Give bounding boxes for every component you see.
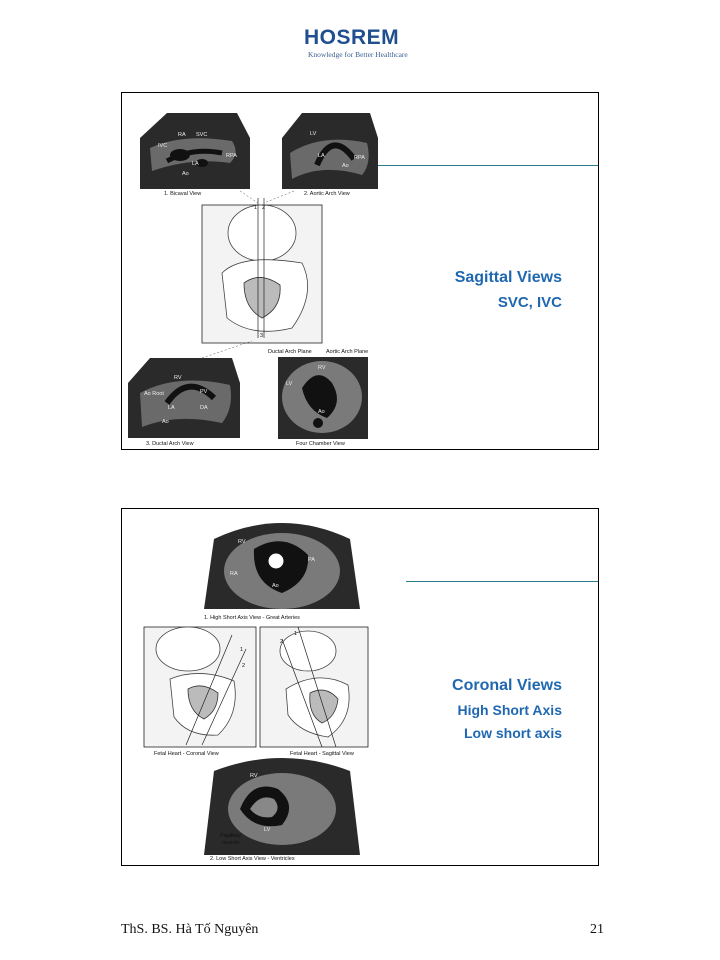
label-da: DA	[200, 405, 208, 411]
label-pa: PA	[308, 557, 315, 563]
label-n1: 1	[254, 205, 258, 211]
label-n3: 3	[260, 333, 264, 339]
label-ra: RA	[230, 571, 238, 577]
label-la: LA	[192, 161, 199, 167]
label-svc: SVC	[196, 132, 208, 138]
accent-line	[377, 165, 598, 166]
caption-coronal: Fetal Heart - Coronal View	[154, 751, 219, 757]
label-pv: PV	[200, 389, 208, 395]
caption-ductal-plane: Ductal Arch Plane	[268, 349, 312, 355]
caption-four-chamber: Four Chamber View	[296, 441, 345, 447]
slide1-title: Sagittal Views	[454, 269, 562, 286]
label-muscle: muscle	[222, 840, 240, 846]
label-n1: 1	[240, 647, 244, 653]
label-ao3: Ao	[162, 419, 169, 425]
label-ao: Ao	[182, 171, 189, 177]
caption-sagittal: Fetal Heart - Sagittal View	[290, 751, 354, 757]
label-rpa: RPA	[226, 153, 237, 159]
label-lv: LV	[310, 131, 317, 137]
label-ao2: Ao	[342, 163, 349, 169]
footer-author: ThS. BS. Hà Tố Nguyên	[121, 922, 259, 937]
label-rv2: RV	[250, 773, 258, 779]
caption-ductal-arch: 3. Ductal Arch View	[146, 441, 194, 447]
logo-tagline: Knowledge for Better Healthcare	[308, 50, 408, 59]
label-ra: RA	[178, 132, 186, 138]
label-rv: RV	[238, 539, 246, 545]
label-n2b: 2	[280, 639, 284, 645]
slide1-subtitle: SVC, IVC	[497, 294, 562, 311]
hosrem-logo	[300, 26, 420, 62]
caption-low-sa: 2. Low Short Axis View - Ventricles	[210, 856, 295, 862]
label-lv4: LV	[286, 381, 293, 387]
label-la2: LA	[318, 153, 325, 159]
label-n1b: 1	[294, 631, 298, 637]
caption-high-sa: 1. High Short Axis View - Great Arteries	[204, 615, 300, 621]
slide-coronal-views	[121, 508, 599, 866]
label-ao: Ao	[272, 583, 279, 589]
accent-line	[406, 581, 598, 582]
label-n2: 2	[242, 663, 246, 669]
label-rv4: RV	[318, 365, 326, 371]
label-ao-root: Ao Root	[144, 391, 164, 397]
label-la3: LA	[168, 405, 175, 411]
label-ao4: Ao	[318, 409, 325, 415]
label-rv: RV	[174, 375, 182, 381]
caption-aortic-arch: 2. Aortic Arch View	[304, 191, 350, 197]
caption-aortic-plane: Aortic Arch Plane	[326, 349, 369, 355]
page-number: 21	[590, 922, 604, 937]
label-ivc: IVC	[158, 143, 168, 149]
label-n2: 2	[262, 205, 266, 211]
logo-text: HOSREM	[304, 26, 400, 49]
label-rpa2: RPA	[354, 155, 365, 161]
slide-sagittal-views	[121, 92, 599, 450]
slide2-title: Coronal Views	[452, 677, 562, 694]
slide2-subtitle-1: High Short Axis	[457, 702, 562, 718]
caption-bicaval: 1. Bicaval View	[164, 191, 202, 197]
slide2-subtitle-2: Low short axis	[463, 725, 562, 741]
label-papillary: Papillary	[220, 833, 242, 839]
coronal-views-figure	[122, 509, 402, 867]
label-lv: LV	[264, 827, 271, 833]
